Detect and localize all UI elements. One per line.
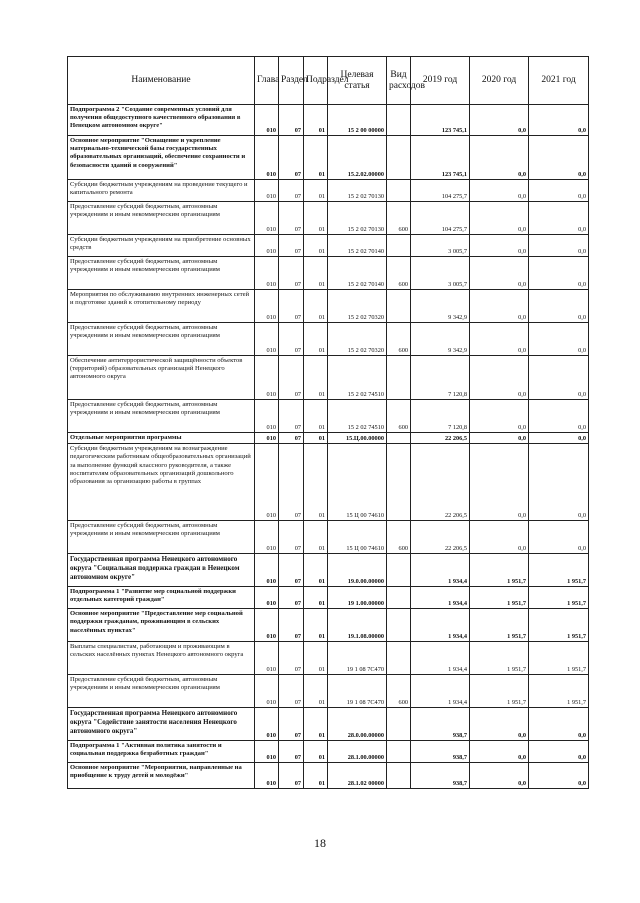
row-name: Субсидии бюджетным учреждениям на приобретение основных средств bbox=[68, 235, 255, 257]
row-subsection: 01 bbox=[304, 444, 328, 521]
table-row bbox=[68, 202, 589, 235]
row-value-2019: 22 206,5 bbox=[411, 444, 470, 521]
row-expense-type bbox=[387, 708, 411, 741]
row-value-2020: 0,0 bbox=[470, 323, 529, 356]
row-name: Подпрограмма 1 "Развитие мер социальной поддержки отдельных категорий граждан" bbox=[68, 587, 255, 609]
row-value-2021: 0,0 bbox=[529, 202, 589, 235]
row-value-2021: 0,0 bbox=[529, 290, 589, 323]
row-subsection: 01 bbox=[304, 400, 328, 433]
row-subsection: 01 bbox=[304, 235, 328, 257]
row-name: Обеспечение антитеррористической защищённости объектов (территорий) образовательных организаций Ненецкого автономного округа bbox=[68, 356, 255, 400]
row-expense-type bbox=[387, 609, 411, 642]
row-value-2021: 0,0 bbox=[529, 105, 589, 136]
row-expense-type bbox=[387, 433, 411, 444]
row-expense-type bbox=[387, 587, 411, 609]
row-target-article: 28.1.00.00000 bbox=[328, 741, 387, 763]
row-value-2020: 0,0 bbox=[470, 202, 529, 235]
row-section: 07 bbox=[279, 136, 304, 180]
row-subsection: 01 bbox=[304, 202, 328, 235]
row-value-2020: 0,0 bbox=[470, 136, 529, 180]
row-target-article: 19.0.00.00000 bbox=[328, 554, 387, 587]
row-name: Основное мероприятие "Мероприятия, направленные на приобщение к труду детей и молодёжи" bbox=[68, 763, 255, 789]
header-2021: 2021 год bbox=[529, 57, 589, 105]
row-value-2021: 0,0 bbox=[529, 356, 589, 400]
table-row bbox=[68, 433, 589, 444]
row-name: Субсидии бюджетным учреждениям на проведение текущего и капитального ремонта bbox=[68, 180, 255, 202]
row-value-2019: 3 005,7 bbox=[411, 257, 470, 290]
table-row bbox=[68, 400, 589, 433]
row-value-2019: 22 206,5 bbox=[411, 433, 470, 444]
row-expense-type: 600 bbox=[387, 521, 411, 554]
row-section: 07 bbox=[279, 642, 304, 675]
row-expense-type bbox=[387, 554, 411, 587]
row-expense-type: 600 bbox=[387, 675, 411, 708]
row-value-2021: 0,0 bbox=[529, 763, 589, 789]
table-row bbox=[68, 554, 589, 587]
row-value-2020: 0,0 bbox=[470, 763, 529, 789]
row-chapter: 010 bbox=[255, 105, 279, 136]
table-row bbox=[68, 642, 589, 675]
row-section: 07 bbox=[279, 763, 304, 789]
table-row bbox=[68, 290, 589, 323]
row-value-2020: 1 951,7 bbox=[470, 609, 529, 642]
row-value-2019: 938,7 bbox=[411, 763, 470, 789]
row-value-2021: 0,0 bbox=[529, 521, 589, 554]
table-row bbox=[68, 741, 589, 763]
row-value-2019: 3 005,7 bbox=[411, 235, 470, 257]
row-value-2019: 7 120,8 bbox=[411, 400, 470, 433]
row-section: 07 bbox=[279, 235, 304, 257]
row-value-2021: 0,0 bbox=[529, 433, 589, 444]
row-value-2020: 1 951,7 bbox=[470, 554, 529, 587]
row-section: 07 bbox=[279, 356, 304, 400]
row-section: 07 bbox=[279, 105, 304, 136]
budget-table bbox=[67, 56, 589, 789]
row-target-article: 15 2 02 70320 bbox=[328, 323, 387, 356]
row-section: 07 bbox=[279, 257, 304, 290]
row-chapter: 010 bbox=[255, 356, 279, 400]
row-section: 07 bbox=[279, 675, 304, 708]
row-target-article: 28.1.02 00000 bbox=[328, 763, 387, 789]
row-target-article: 15 2 02 70140 bbox=[328, 257, 387, 290]
row-expense-type bbox=[387, 741, 411, 763]
row-expense-type bbox=[387, 642, 411, 675]
header-subsection: Подраздел bbox=[304, 57, 328, 105]
table-header-row bbox=[68, 57, 589, 105]
table-row bbox=[68, 105, 589, 136]
row-section: 07 bbox=[279, 554, 304, 587]
row-value-2020: 0,0 bbox=[470, 105, 529, 136]
row-expense-type bbox=[387, 444, 411, 521]
row-value-2021: 0,0 bbox=[529, 323, 589, 356]
header-2020: 2020 год bbox=[470, 57, 529, 105]
row-subsection: 01 bbox=[304, 708, 328, 741]
row-name: Государственная программа Ненецкого автономного округа "Социальная поддержка граждан в Ненецком автономном округе" bbox=[68, 554, 255, 587]
row-chapter: 010 bbox=[255, 609, 279, 642]
row-value-2021: 0,0 bbox=[529, 257, 589, 290]
row-name: Подпрограмма 1 "Активная политика занятости и социальная поддержка безработных граждан" bbox=[68, 741, 255, 763]
row-expense-type bbox=[387, 180, 411, 202]
row-expense-type bbox=[387, 235, 411, 257]
header-chapter: Глава bbox=[255, 57, 279, 105]
row-value-2021: 0,0 bbox=[529, 400, 589, 433]
row-chapter: 010 bbox=[255, 444, 279, 521]
row-value-2020: 0,0 bbox=[470, 521, 529, 554]
table-row bbox=[68, 763, 589, 789]
row-chapter: 010 bbox=[255, 675, 279, 708]
row-section: 07 bbox=[279, 180, 304, 202]
row-value-2020: 1 951,7 bbox=[470, 675, 529, 708]
row-chapter: 010 bbox=[255, 400, 279, 433]
row-section: 07 bbox=[279, 521, 304, 554]
row-value-2019: 1 934,4 bbox=[411, 587, 470, 609]
row-name: Предоставление субсидий бюджетным, автономным учреждениям и иным некоммерческим организациям bbox=[68, 675, 255, 708]
row-value-2020: 0,0 bbox=[470, 290, 529, 323]
row-value-2021: 1 951,7 bbox=[529, 675, 589, 708]
row-section: 07 bbox=[279, 708, 304, 741]
table-row bbox=[68, 521, 589, 554]
row-value-2021: 0,0 bbox=[529, 708, 589, 741]
row-value-2021: 0,0 bbox=[529, 180, 589, 202]
row-subsection: 01 bbox=[304, 356, 328, 400]
row-expense-type: 600 bbox=[387, 323, 411, 356]
table-row bbox=[68, 235, 589, 257]
row-section: 07 bbox=[279, 741, 304, 763]
row-expense-type: 600 bbox=[387, 257, 411, 290]
table-body bbox=[68, 105, 589, 789]
row-value-2021: 0,0 bbox=[529, 235, 589, 257]
row-name: Государственная программа Ненецкого автономного округа "Содействие занятости населения Ненецкого автономного округа" bbox=[68, 708, 255, 741]
table-row bbox=[68, 675, 589, 708]
row-chapter: 010 bbox=[255, 290, 279, 323]
row-value-2019: 123 745,1 bbox=[411, 105, 470, 136]
row-subsection: 01 bbox=[304, 433, 328, 444]
row-value-2020: 0,0 bbox=[470, 400, 529, 433]
row-name: Предоставление субсидий бюджетным, автономным учреждениям и иным некоммерческим организациям bbox=[68, 400, 255, 433]
row-name: Предоставление субсидий бюджетным, автономным учреждениям и иным некоммерческим организациям bbox=[68, 202, 255, 235]
page-number: 18 bbox=[314, 836, 326, 850]
row-expense-type bbox=[387, 105, 411, 136]
row-chapter: 010 bbox=[255, 323, 279, 356]
row-value-2021: 0,0 bbox=[529, 741, 589, 763]
row-value-2019: 123 745,1 bbox=[411, 136, 470, 180]
row-value-2019: 22 206,5 bbox=[411, 521, 470, 554]
row-chapter: 010 bbox=[255, 257, 279, 290]
row-target-article: 15 2 02 70320 bbox=[328, 290, 387, 323]
row-value-2020: 0,0 bbox=[470, 741, 529, 763]
header-expense-type: Вид расходов bbox=[387, 57, 411, 105]
row-subsection: 01 bbox=[304, 642, 328, 675]
row-target-article: 19 1.00.00000 bbox=[328, 587, 387, 609]
table-row bbox=[68, 136, 589, 180]
header-target-article: Целевая статья bbox=[328, 57, 387, 105]
row-target-article: 15 Ц 00 74610 bbox=[328, 521, 387, 554]
row-name: Выплаты специалистам, работающим и проживающим в сельских населённых пунктах Ненецкого автономного округа bbox=[68, 642, 255, 675]
row-chapter: 010 bbox=[255, 521, 279, 554]
row-target-article: 15.Ц.00.00000 bbox=[328, 433, 387, 444]
row-target-article: 15 2 02 74510 bbox=[328, 356, 387, 400]
row-name: Отдельные мероприятия программы bbox=[68, 433, 255, 444]
row-chapter: 010 bbox=[255, 180, 279, 202]
row-chapter: 010 bbox=[255, 587, 279, 609]
row-value-2021: 0,0 bbox=[529, 136, 589, 180]
row-section: 07 bbox=[279, 202, 304, 235]
row-value-2021: 1 951,7 bbox=[529, 587, 589, 609]
row-subsection: 01 bbox=[304, 136, 328, 180]
row-value-2019: 1 934,4 bbox=[411, 554, 470, 587]
row-name: Основное мероприятие "Предоставление мер социальной поддержки гражданам, проживающим в сельских населённых пунктах" bbox=[68, 609, 255, 642]
row-value-2019: 9 342,9 bbox=[411, 323, 470, 356]
header-2019: 2019 год bbox=[411, 57, 470, 105]
row-subsection: 01 bbox=[304, 763, 328, 789]
table-row bbox=[68, 323, 589, 356]
row-expense-type bbox=[387, 763, 411, 789]
row-section: 07 bbox=[279, 587, 304, 609]
row-value-2019: 104 275,7 bbox=[411, 180, 470, 202]
row-value-2019: 938,7 bbox=[411, 741, 470, 763]
row-subsection: 01 bbox=[304, 675, 328, 708]
row-subsection: 01 bbox=[304, 180, 328, 202]
table-row bbox=[68, 444, 589, 521]
row-target-article: 15 2 02 70140 bbox=[328, 235, 387, 257]
row-name: Подпрограмма 2 "Создание современных условий для получения общедоступного качественного образования в Ненецком автономном округе" bbox=[68, 105, 255, 136]
row-value-2020: 0,0 bbox=[470, 444, 529, 521]
row-section: 07 bbox=[279, 433, 304, 444]
header-name: Наименование bbox=[68, 57, 255, 105]
row-expense-type bbox=[387, 356, 411, 400]
row-value-2020: 0,0 bbox=[470, 708, 529, 741]
row-value-2019: 104 275,7 bbox=[411, 202, 470, 235]
row-chapter: 010 bbox=[255, 235, 279, 257]
row-name: Основное мероприятие "Оснащение и укрепление материально-технической базы государственных образовательных организаций, обеспечение сохранности и безопасности зданий и сооружений" bbox=[68, 136, 255, 180]
table-row bbox=[68, 609, 589, 642]
row-expense-type bbox=[387, 136, 411, 180]
row-section: 07 bbox=[279, 290, 304, 323]
row-subsection: 01 bbox=[304, 257, 328, 290]
row-target-article: 15.2.02.00000 bbox=[328, 136, 387, 180]
row-chapter: 010 bbox=[255, 763, 279, 789]
row-section: 07 bbox=[279, 609, 304, 642]
row-subsection: 01 bbox=[304, 105, 328, 136]
row-chapter: 010 bbox=[255, 202, 279, 235]
row-chapter: 010 bbox=[255, 741, 279, 763]
row-target-article: 19 1 08 7С470 bbox=[328, 675, 387, 708]
row-section: 07 bbox=[279, 444, 304, 521]
row-value-2019: 9 342,9 bbox=[411, 290, 470, 323]
row-chapter: 010 bbox=[255, 554, 279, 587]
table-row bbox=[68, 180, 589, 202]
row-subsection: 01 bbox=[304, 587, 328, 609]
table-row bbox=[68, 587, 589, 609]
row-name: Предоставление субсидий бюджетным, автономным учреждениям и иным некоммерческим организациям bbox=[68, 257, 255, 290]
row-value-2021: 1 951,7 bbox=[529, 554, 589, 587]
row-chapter: 010 bbox=[255, 708, 279, 741]
row-expense-type bbox=[387, 290, 411, 323]
row-target-article: 15 2 02 70130 bbox=[328, 202, 387, 235]
row-value-2021: 1 951,7 bbox=[529, 642, 589, 675]
row-target-article: 28.0.00.00000 bbox=[328, 708, 387, 741]
row-value-2020: 0,0 bbox=[470, 257, 529, 290]
row-name: Предоставление субсидий бюджетным, автономным учреждениям и иным некоммерческим организациям bbox=[68, 521, 255, 554]
row-target-article: 19 1 08 7С470 bbox=[328, 642, 387, 675]
row-section: 07 bbox=[279, 323, 304, 356]
row-value-2019: 7 120,8 bbox=[411, 356, 470, 400]
table-row bbox=[68, 257, 589, 290]
row-subsection: 01 bbox=[304, 290, 328, 323]
row-target-article: 15 Ц 00 74610 bbox=[328, 444, 387, 521]
row-expense-type: 600 bbox=[387, 400, 411, 433]
row-target-article: 15 2 02 70130 bbox=[328, 180, 387, 202]
row-subsection: 01 bbox=[304, 741, 328, 763]
row-target-article: 15 2 00 00000 bbox=[328, 105, 387, 136]
row-value-2019: 938,7 bbox=[411, 708, 470, 741]
row-value-2020: 0,0 bbox=[470, 433, 529, 444]
table-row bbox=[68, 356, 589, 400]
row-value-2019: 1 934,4 bbox=[411, 642, 470, 675]
row-name: Субсидии бюджетным учреждениям на вознаграждение педагогическим работникам общеобразовательных организаций за выполнение функций классного руководителя, а также воспитателям образовательных организаций дошкольного образования за организацию работы в группах bbox=[68, 444, 255, 521]
row-value-2019: 1 934,4 bbox=[411, 675, 470, 708]
row-value-2020: 0,0 bbox=[470, 356, 529, 400]
row-subsection: 01 bbox=[304, 554, 328, 587]
row-value-2019: 1 934,4 bbox=[411, 609, 470, 642]
header-section: Раздел bbox=[279, 57, 304, 105]
row-value-2020: 1 951,7 bbox=[470, 642, 529, 675]
row-subsection: 01 bbox=[304, 323, 328, 356]
row-chapter: 010 bbox=[255, 642, 279, 675]
row-name: Предоставление субсидий бюджетным, автономным учреждениям и иным некоммерческим организациям bbox=[68, 323, 255, 356]
row-expense-type: 600 bbox=[387, 202, 411, 235]
table-row bbox=[68, 708, 589, 741]
row-target-article: 15 2 02 74510 bbox=[328, 400, 387, 433]
row-subsection: 01 bbox=[304, 609, 328, 642]
row-value-2020: 0,0 bbox=[470, 180, 529, 202]
row-target-article: 19.1.08.00000 bbox=[328, 609, 387, 642]
row-name: Мероприятия по обслуживанию внутренних инженерных сетей и подготовке зданий к отопительному периоду bbox=[68, 290, 255, 323]
row-subsection: 01 bbox=[304, 521, 328, 554]
row-section: 07 bbox=[279, 400, 304, 433]
row-value-2020: 1 951,7 bbox=[470, 587, 529, 609]
row-value-2021: 0,0 bbox=[529, 444, 589, 521]
row-value-2021: 1 951,7 bbox=[529, 609, 589, 642]
row-chapter: 010 bbox=[255, 136, 279, 180]
row-value-2020: 0,0 bbox=[470, 235, 529, 257]
row-chapter: 010 bbox=[255, 433, 279, 444]
